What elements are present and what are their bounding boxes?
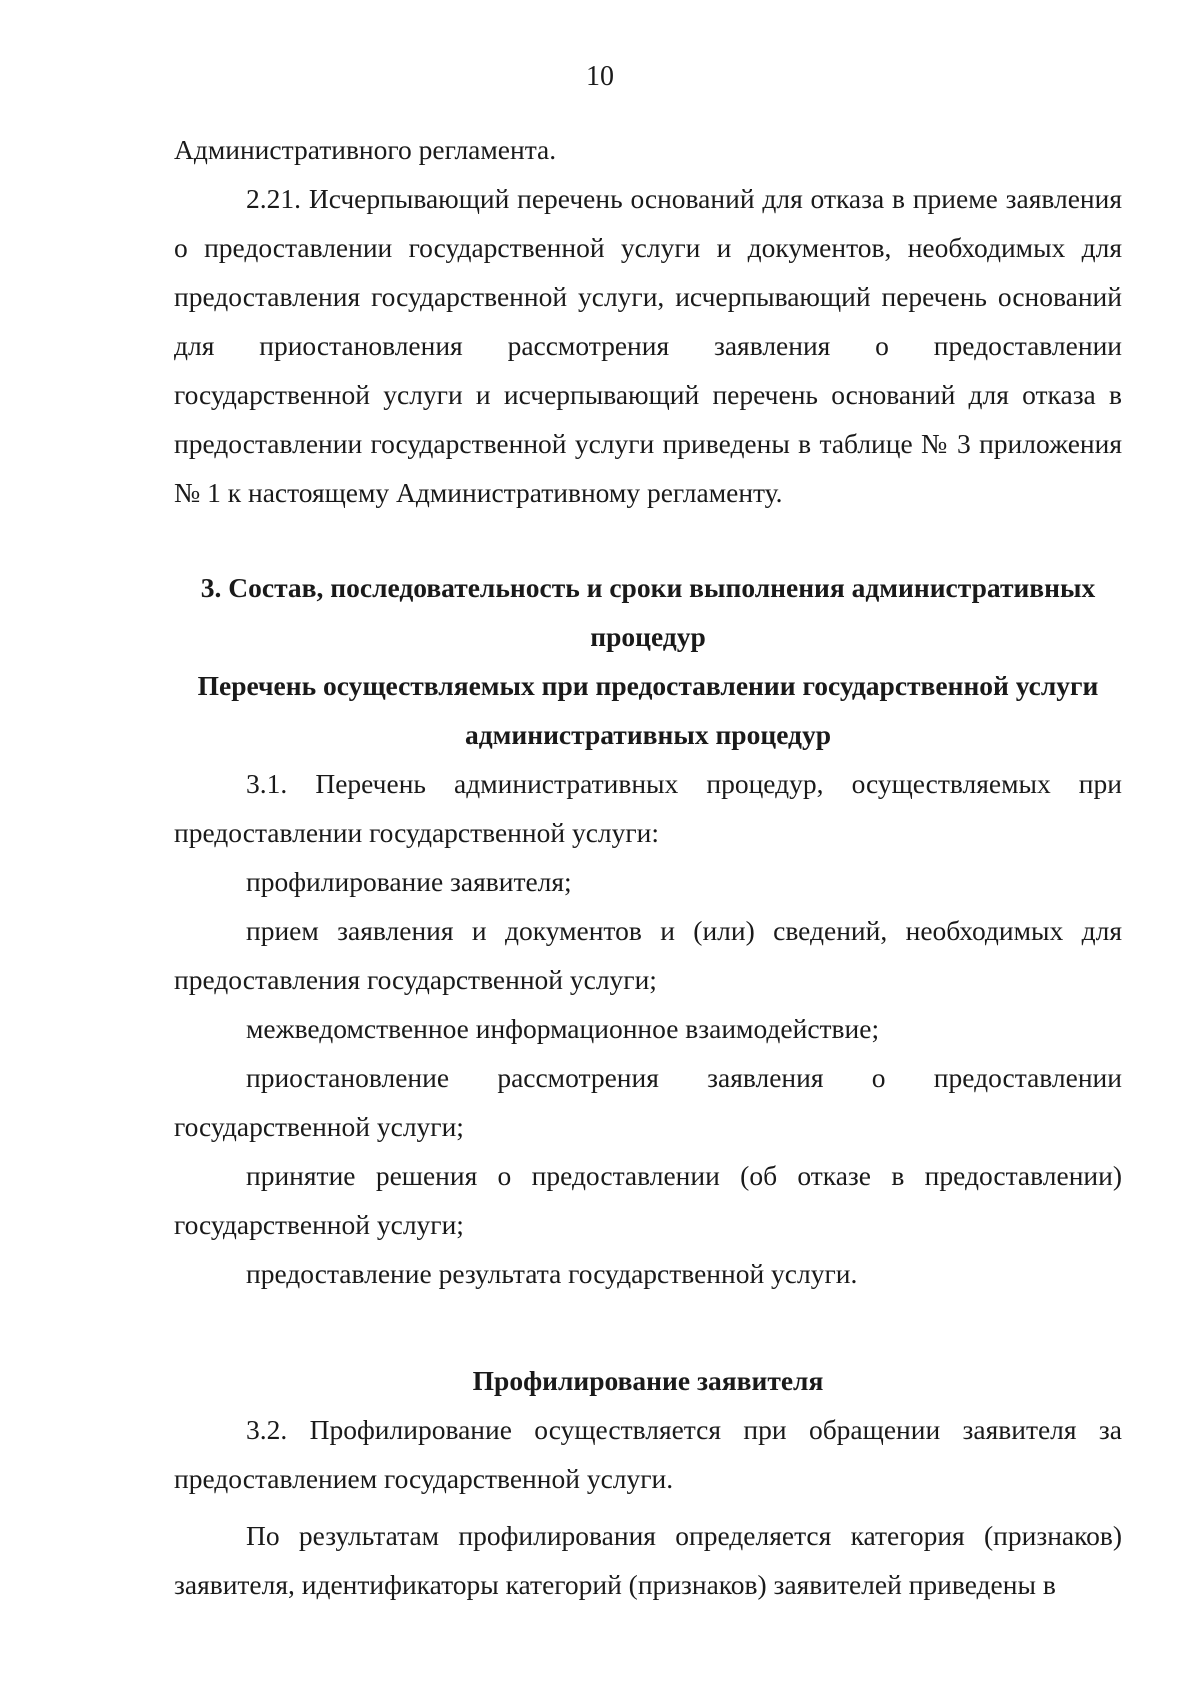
- spacer: [174, 1298, 1122, 1356]
- spacer: [174, 1503, 1122, 1511]
- paragraph-3-1: 3.1. Перечень административных процедур, осуществляемых при предоставлении государственной услуги:: [174, 768, 1122, 848]
- paragraph-2-21: 2.21. Исчерпывающий перечень оснований для отказа в приеме заявления о предоставлении государственной услуги и документов, необходимых для предоставления государственной услуги, исчерпывающий перечень оснований для приостановления рассмотрения заявления о предоставлении государственной услуги и исчерпывающий перечень оснований для отказа в предоставлении государственной услуги приведены в таблице № 3 приложения № 1 к настоящему Административному регламенту.: [174, 183, 1122, 508]
- list-item: профилирование заявителя;: [246, 866, 572, 897]
- page-number: 10: [586, 61, 614, 92]
- list-item: прием заявления и документов и (или) сведений, необходимых для предоставления государственной услуги;: [174, 915, 1122, 995]
- page-content: [174, 125, 1122, 1609]
- list-item: принятие решения о предоставлении (об отказе в предоставлении) государственной услуги;: [174, 1160, 1122, 1240]
- paragraph-profiling-results: По результатам профилирования определяется категория (признаков) заявителя, идентификаторы категорий (признаков) заявителей приведены в: [174, 1520, 1122, 1600]
- profiling-heading: Профилирование заявителя: [472, 1365, 824, 1396]
- section-3-heading: 3. Состав, последовательность и сроки выполнения административных процедур: [200, 572, 1096, 652]
- paragraph-3-2: 3.2. Профилирование осуществляется при обращении заявителя за предоставлением государственной услуги.: [174, 1414, 1122, 1494]
- spacer: [174, 517, 1122, 563]
- list-item: предоставление результата государственной услуги.: [246, 1258, 858, 1289]
- list-item: межведомственное информационное взаимодействие;: [246, 1013, 880, 1044]
- paragraph-continuation: Административного регламента.: [174, 134, 557, 165]
- list-item: приостановление рассмотрения заявления о предоставлении государственной услуги;: [174, 1062, 1122, 1142]
- section-3-subheading: Перечень осуществляемых при предоставлении государственной услуги административных процедур: [197, 670, 1099, 750]
